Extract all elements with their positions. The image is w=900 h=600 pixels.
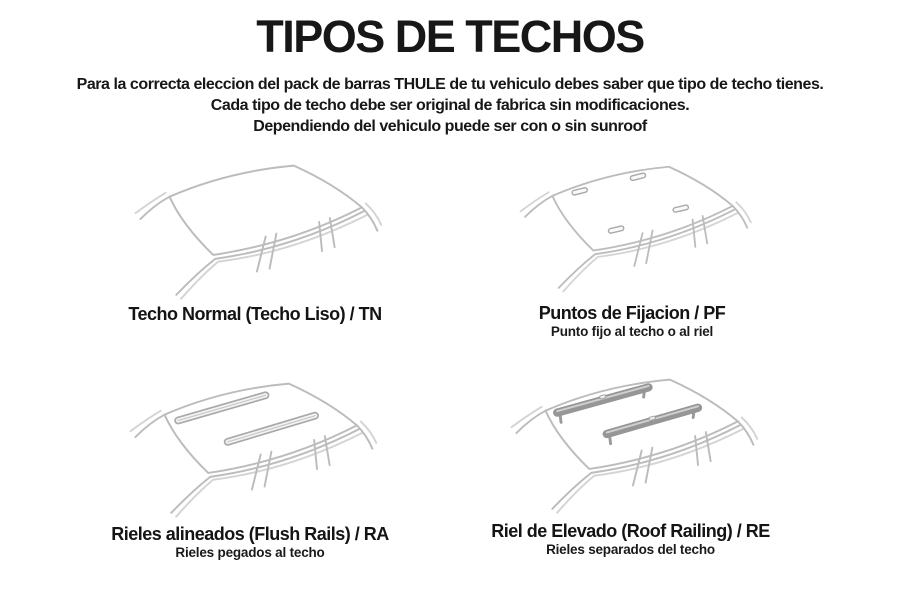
roof-type-label: Techo Normal (Techo Liso) / TN	[128, 303, 382, 324]
roof-type-card-pf	[462, 154, 802, 340]
intro-line-2: Cada tipo de techo debe ser original de fabrica sin modificaciones.	[210, 97, 690, 114]
roof-type-card-ra	[80, 370, 420, 561]
fixpoint-roof-illustration	[505, 154, 760, 295]
normal-roof-illustration	[119, 152, 391, 303]
intro-line-1: Para la correcta eleccion del pack de barras THULE de tu vehiculo debes saber que tipo de techo tienes.	[76, 76, 824, 93]
roof-type-label: Riel de Elevado (Roof Railing) / RE	[491, 520, 770, 541]
roof-type-label: Puntos de Fijacion / PF	[538, 303, 726, 324]
flush-rails-roof-illustration	[114, 370, 386, 521]
page-title: TIPOS DE TECHOS	[256, 11, 644, 62]
raised-rails-roof-illustration	[495, 366, 767, 517]
intro-text	[0, 74, 900, 137]
roof-type-sublabel: Punto fijo al techo o al riel	[550, 324, 714, 340]
intro-line-3: Dependiendo del vehiculo puede ser con o sin sunroof	[253, 118, 647, 135]
roof-type-card-re	[458, 366, 803, 558]
roof-type-label: Rieles alineados (Flush Rails) / RA	[111, 523, 389, 544]
roof-type-sublabel: Rieles separados del techo	[546, 541, 715, 557]
roof-type-card-tn	[85, 152, 425, 325]
roof-type-sublabel: Rieles pegados al techo	[175, 544, 325, 560]
